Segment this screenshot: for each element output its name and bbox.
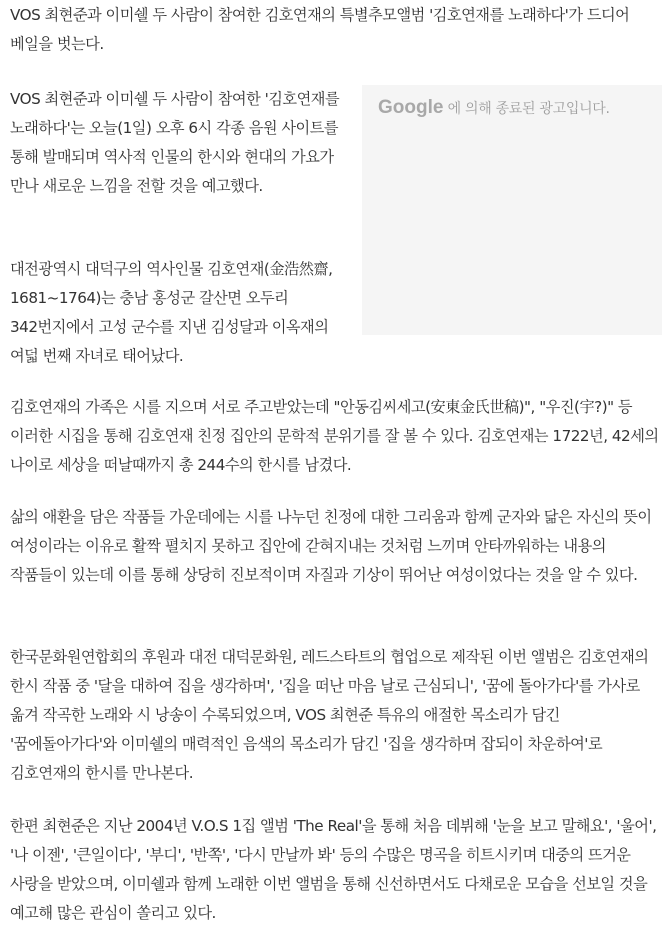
- article-paragraph-6: 한국문화원연합회의 후원과 대전 대덕문화원, 레드스타트의 협업으로 제작된 이번 앨범은 김호연재의 한시 작품 중 '달을 대하여 집을 생각하며', '집을 떠난 마음 날로 근심되니', '꿈에 돌아가다'를 가사로 옮겨 작곡한 노래와 시 낭송이 수록되었으며, VOS 최현준 특유의 애절한 목소리가 담긴 '꿈에돌아가다'와 이미쉘의 매력적인 음색의 목소리가 담긴 '집을 생각하며 잡되이 차운하여'로 김호연재의 한시를 만나본다.: [10, 648, 649, 782]
- article-paragraph-2: VOS 최현준과 이미쉘 두 사람이 참여한 '김호연재를 노래하다'는 오늘(1일) 오후 6시 각종 음원 사이트를 통해 발매되며 역사적 인물의 한시와 현대의 가요가 만나 새로운 느낌을 전할 것을 예고했다.: [10, 90, 340, 195]
- article-paragraph-4: 김호연재의 가족은 시를 지으며 서로 주고받았는데 "안동김씨세고(安東金氏世稿)", "우진(宇?)" 등 이러한 시집을 통해 김호연재 친정 집안의 문학적 분위기를 잘 볼 수 있다. 김호연재는 1722년, 42세의 나이로 세상을 떠날때까지 총 244수의 한시를 남겼다.: [10, 398, 659, 474]
- ad-placeholder: [362, 85, 662, 335]
- google-logo-text: Google: [378, 97, 444, 118]
- ad-closed-message: 에 의해 종료된 광고입니다.: [443, 101, 610, 117]
- article-paragraph-5: 삶의 애환을 담은 작품들 가운데에는 시를 나누던 친정에 대한 그리움과 함께 군자와 닮은 자신의 뜻이 여성이라는 이유로 활짝 펼치지 못하고 집안에 갇혀지내는 것처럼 느끼며 안타까워하는 내용의 작품들이 있는데 이를 통해 상당히 진보적이며 자질과 기상이 뛰어난 여성이었다는 것을 알 수 있다.: [10, 508, 652, 584]
- article-paragraph-1: VOS 최현준과 이미쉘 두 사람이 참여한 김호연재의 특별추모앨범 '김호연재를 노래하다'가 드디어 베일을 벗는다.: [10, 6, 630, 53]
- article-paragraph-3: 대전광역시 대덕구의 역사인물 김호연재(金浩然齋, 1681~1764)는 충남 홍성군 갈산면 오두리 342번지에서 고성 군수를 지낸 김성달과 이옥재의 여덟 번째 자녀로 태어났다.: [10, 260, 333, 365]
- article-paragraph-7: 한편 최현준은 지난 2004년 V.O.S 1집 앨범 'The Real'을 통해 처음 데뷔해 '눈을 보고 말해요', '울어', '나 이젠', '큰일이다', '부디', '반쪽', '다시 만날까 봐' 등의 수많은 명곡을 히트시키며 대중의 뜨거운 사랑을 받았으며, 이미쉘과 함께 노래한 이번 앨범을 통해 신선하면서도 다채로운 모습을 선보일 것을 예고해 많은 관심이 쏠리고 있다.: [10, 817, 657, 922]
- ad-closed-notice: [378, 97, 610, 119]
